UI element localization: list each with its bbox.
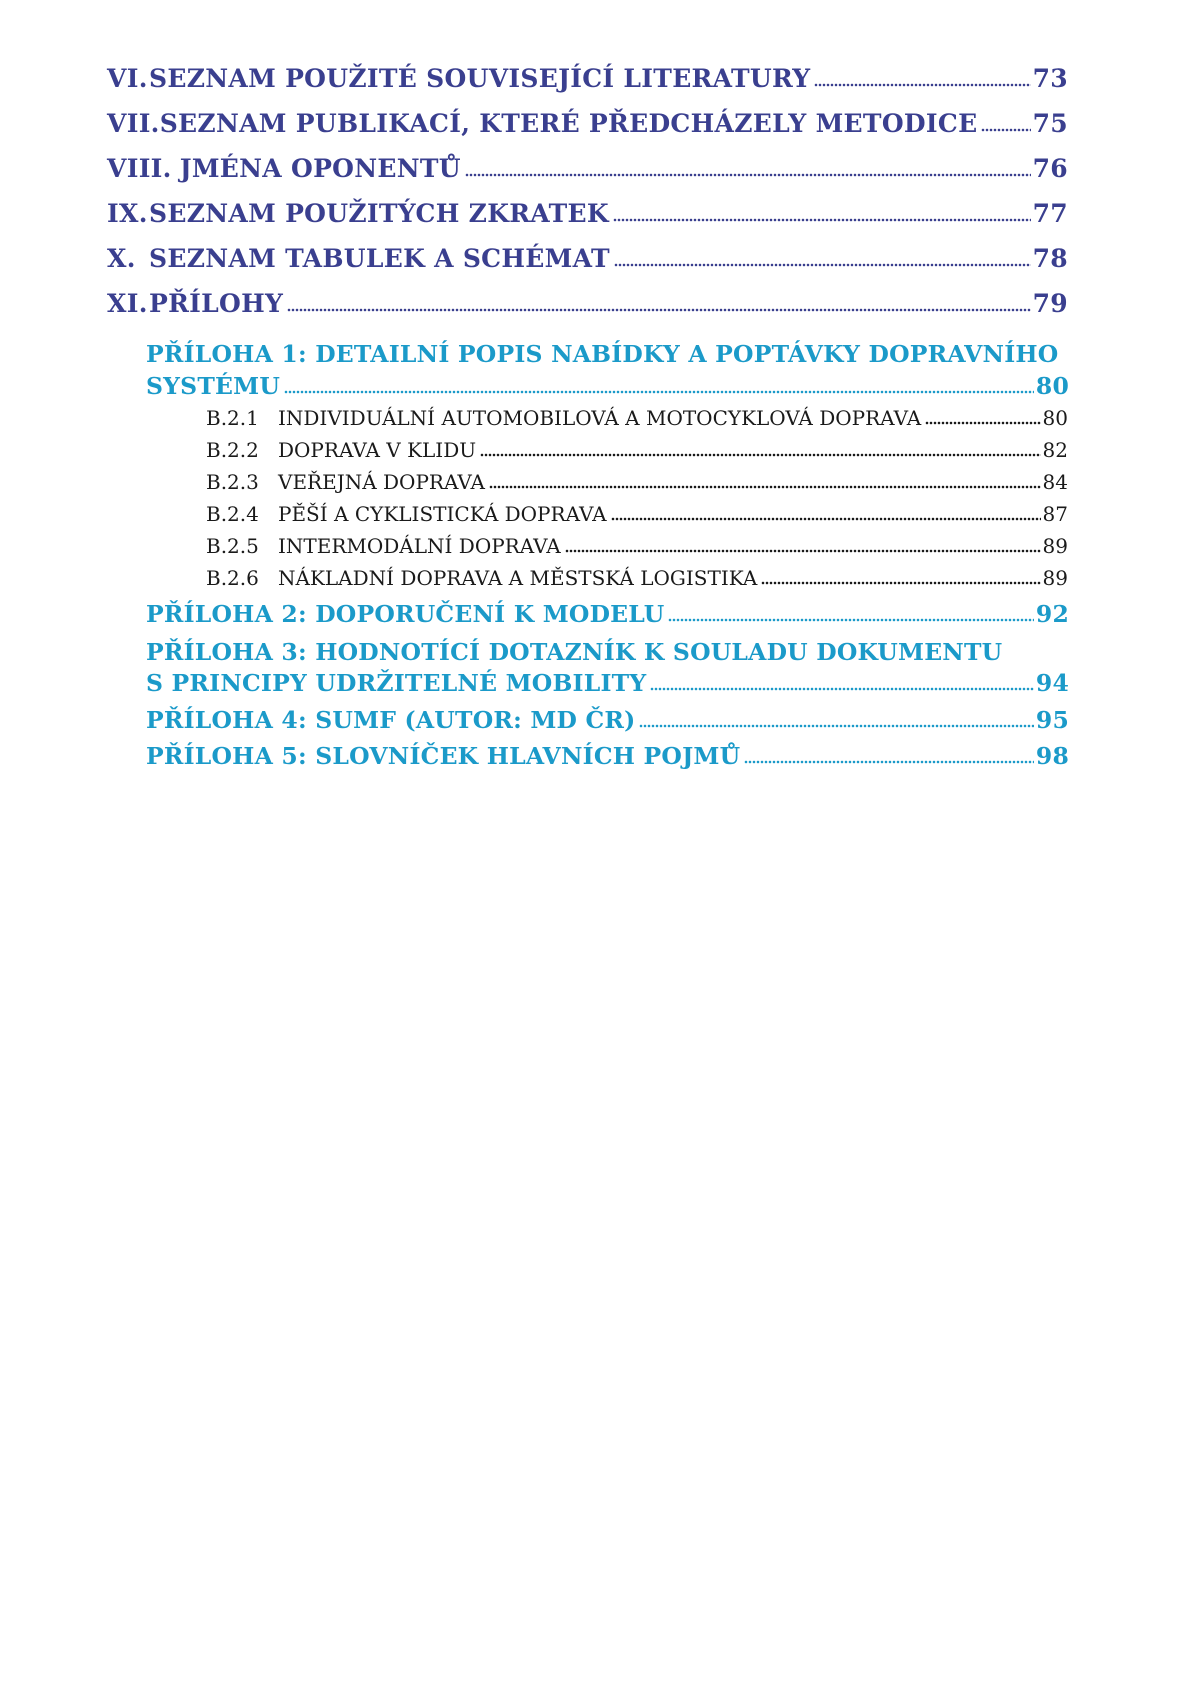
chapter-title: SEZNAM TABULEK A SCHÉMAT: [149, 244, 610, 273]
page-number: 78: [1032, 244, 1068, 273]
toc-entry-chapter-viii[interactable]: [107, 154, 1068, 183]
chapter-title: SEZNAM POUŽITÝCH ZKRATEK: [149, 199, 609, 228]
page-number: 73: [1032, 64, 1068, 93]
toc-entry-b-2-2[interactable]: [206, 438, 1068, 462]
toc-entry-appendix-1[interactable]: [146, 372, 1069, 400]
toc-entry-appendix-3-line1[interactable]: [146, 638, 1002, 666]
appendix-title-continued: SYSTÉMU: [146, 372, 281, 400]
page-number: 84: [1042, 470, 1068, 494]
subsection-title: DOPRAVA V KLIDU: [278, 438, 477, 462]
subsection-title: PĚŠÍ A CYKLISTICKÁ DOPRAVA: [278, 502, 607, 526]
chapter-number: VI.: [107, 64, 148, 93]
page-number: 89: [1042, 566, 1068, 590]
chapter-number: X.: [107, 244, 136, 273]
dot-leader: [614, 263, 1031, 267]
toc-entry-b-2-3[interactable]: [206, 470, 1068, 494]
dot-leader: [489, 485, 1041, 489]
dot-leader: [611, 517, 1041, 521]
page-number: 98: [1035, 742, 1069, 770]
toc-entry-appendix-1-line1[interactable]: [146, 340, 1058, 368]
subsection-number: B.2.3: [206, 470, 259, 494]
appendix-title: PŘÍLOHA 1: DETAILNÍ POPIS NABÍDKY A POPTÁVKY DOPRAVNÍHO: [146, 340, 1059, 368]
toc-entry-appendix-3[interactable]: [146, 669, 1069, 697]
dot-leader: [639, 724, 1033, 728]
chapter-number: VIII.: [107, 154, 172, 183]
page-number: 75: [1032, 109, 1068, 138]
chapter-number: VII.: [107, 109, 160, 138]
appendix-title: PŘÍLOHA 5: SLOVNÍČEK HLAVNÍCH POJMŮ: [146, 742, 741, 770]
toc-entry-appendix-4[interactable]: [146, 706, 1069, 734]
toc-entry-b-2-1[interactable]: [206, 406, 1068, 430]
toc-entry-b-2-6[interactable]: [206, 566, 1068, 590]
subsection-title: NÁKLADNÍ DOPRAVA A MĚSTSKÁ LOGISTIKA: [278, 566, 758, 590]
chapter-title: PŘÍLOHY: [149, 289, 284, 318]
page-number: 87: [1042, 502, 1068, 526]
appendix-title: PŘÍLOHA 2: DOPORUČENÍ K MODELU: [146, 600, 665, 628]
subsection-number: B.2.1: [206, 406, 259, 430]
dot-leader: [287, 308, 1030, 312]
page-number: 80: [1042, 406, 1068, 430]
subsection-title: INTERMODÁLNÍ DOPRAVA: [278, 534, 561, 558]
appendix-title: PŘÍLOHA 4: SUMF (AUTOR: MD ČR): [146, 706, 636, 734]
subsection-number: B.2.4: [206, 502, 259, 526]
dot-leader: [613, 218, 1031, 222]
chapter-title: JMÉNA OPONENTŮ: [179, 154, 461, 183]
toc-entry-appendix-2[interactable]: [146, 600, 1069, 628]
toc-entry-b-2-4[interactable]: [206, 502, 1068, 526]
appendix-title-continued: S PRINCIPY UDRŽITELNÉ MOBILITY: [146, 669, 647, 697]
toc-entry-b-2-5[interactable]: [206, 534, 1068, 558]
page-number: 77: [1032, 199, 1068, 228]
dot-leader: [565, 549, 1041, 553]
toc-entry-appendix-5[interactable]: [146, 742, 1069, 770]
dot-leader: [480, 453, 1040, 457]
dot-leader: [925, 421, 1040, 425]
toc-entry-chapter-xi[interactable]: [107, 289, 1068, 318]
toc-entry-chapter-x[interactable]: [107, 244, 1068, 273]
chapter-number: XI.: [107, 289, 148, 318]
dot-leader: [284, 390, 1034, 394]
appendix-title: PŘÍLOHA 3: HODNOTÍCÍ DOTAZNÍK K SOULADU DOKUMENTU: [146, 638, 1003, 666]
page-number: 89: [1042, 534, 1068, 558]
toc-entry-chapter-ix[interactable]: [107, 199, 1068, 228]
page-number: 79: [1032, 289, 1068, 318]
toc-entry-chapter-vi[interactable]: [107, 64, 1068, 93]
page-number: 76: [1032, 154, 1068, 183]
chapter-title: SEZNAM POUŽITÉ SOUVISEJÍCÍ LITERATURY: [149, 64, 811, 93]
dot-leader: [761, 581, 1040, 585]
chapter-number: IX.: [107, 199, 148, 228]
page-number: 80: [1035, 372, 1069, 400]
subsection-title: VEŘEJNÁ DOPRAVA: [278, 470, 485, 494]
subsection-number: B.2.2: [206, 438, 259, 462]
dot-leader: [981, 128, 1030, 132]
page-number: 95: [1035, 706, 1069, 734]
subsection-title: INDIVIDUÁLNÍ AUTOMOBILOVÁ A MOTOCYKLOVÁ DOPRAVA: [278, 406, 922, 430]
dot-leader: [465, 173, 1031, 177]
page-number: 92: [1035, 600, 1069, 628]
page-number: 82: [1042, 438, 1068, 462]
toc-entry-chapter-vii[interactable]: [107, 109, 1068, 138]
dot-leader: [744, 760, 1034, 764]
subsection-number: B.2.6: [206, 566, 259, 590]
subsection-number: B.2.5: [206, 534, 259, 558]
dot-leader: [668, 618, 1033, 622]
dot-leader: [650, 687, 1034, 691]
dot-leader: [814, 83, 1030, 87]
page-number: 94: [1035, 669, 1069, 697]
chapter-title: SEZNAM PUBLIKACÍ, KTERÉ PŘEDCHÁZELY METODICE: [159, 109, 978, 138]
